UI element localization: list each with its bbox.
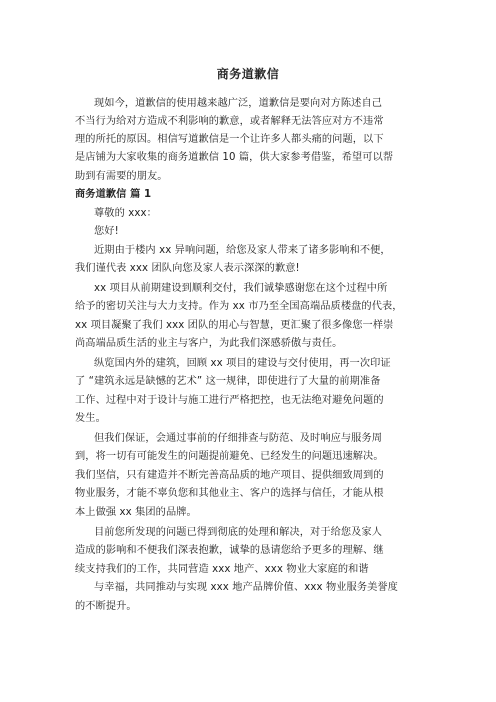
paragraph-line: 到，将一切有可能发生的问题提前避免、已经发生的问题迅速解决。 [75, 451, 384, 462]
greeting: 您好! [94, 226, 119, 237]
paragraph-line: 续支持我们的工作，共同营造 xxx 地产、xxx 物业大家庭的和谐 [75, 564, 369, 575]
paragraph-line: 与幸福，共同推动与实现 xxx 地产品牌价值、xxx 物业服务美誉度 [94, 582, 398, 593]
paragraph-line: 但我们保证，会通过事前的仔细排查与防范、及时响应与服务周 [94, 433, 383, 444]
salutation: 尊敬的 xxx： [94, 208, 157, 219]
paragraph-line: 的不断提升。 [75, 601, 137, 612]
paragraph-line: 我们坚信，只有建造并不断完善高品质的地产项目、提供细致周到的 [75, 470, 384, 481]
paragraph-line: xx 项目凝聚了我们 xxx 团队的用心与智慧，更汇聚了很多像您一样崇 [75, 320, 394, 331]
paragraph-line: xx 项目从前期建设到顺利交付，我们诚挚感谢您在这个过程中所 [94, 283, 388, 294]
paragraph-line: 物业服务，才能不辜负您和其他业主、客户的选择与信任，才能从根 [75, 488, 384, 499]
paragraph-line: 纵览国内外的建筑，回顾 xx 项目的建设与交付使用，再一次印证 [94, 358, 391, 369]
paragraph-line: 目前您所发现的问题已得到彻底的处理和解决，对于给您及家人 [94, 527, 383, 538]
paragraph-line: 给予的密切关注与大力支持。作为 xx 市乃至全国高端品质楼盘的代表， [75, 301, 403, 312]
paragraph-line: 不当行为给对方造成不利影响的歉意，或者解释无法答应对方不违常 [75, 116, 384, 127]
paragraph-line: 本上做强 xx 集团的品牌。 [75, 507, 197, 518]
page-title: 商务道歉信 [216, 67, 280, 81]
paragraph-line: 近期由于楼内 xx 异响问题，给您及家人带来了诸多影响和不便， [94, 245, 391, 256]
paragraph-line: 我们谨代表 xxx 团队向您及家人表示深深的歉意! [75, 263, 300, 274]
paragraph-line: 是店铺为大家收集的商务道歉信 10 篇，供大家参考借鉴，希望可以帮 [75, 152, 394, 163]
paragraph-line: 尚高端品质生活的业主与客户，为此我们深感骄傲与责任。 [75, 338, 343, 349]
section-heading: 商务道歉信 篇 1 [75, 189, 152, 200]
paragraph-line: 现如今，道歉信的使用越来越广泛，道歉信是要向对方陈述自己 [94, 98, 383, 109]
paragraph-line: 助到有需要的朋友。 [75, 171, 168, 182]
paragraph-line: 发生。 [75, 413, 106, 424]
paragraph-line: 理的所托的原因。相信写道歉信是一个让许多人都头痛的问题，以下 [75, 134, 384, 145]
paragraph-line: 造成的影响和不便我们深表抱歉，诚挚的恳请您给予更多的理解、继 [75, 545, 384, 556]
paragraph-line: 工作、过程中对于设计与施工进行严格把控，也无法绝对避免问题的 [75, 395, 384, 406]
paragraph-line: 了 “建筑永远是缺憾的艺术” 这一规律，即使进行了大量的前期准备 [75, 376, 381, 387]
